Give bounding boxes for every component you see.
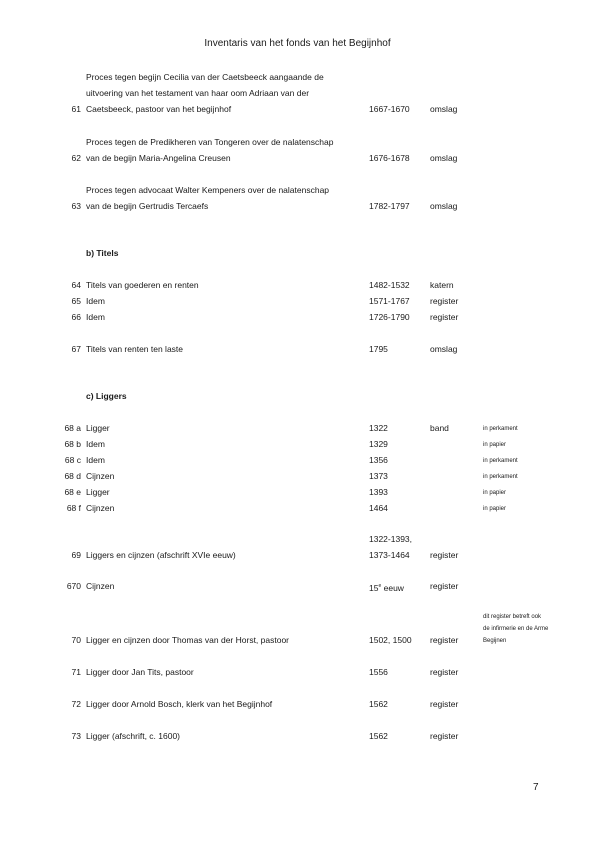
entry-title: Cijnzen — [86, 471, 115, 481]
entry-date: 1464 — [369, 503, 388, 513]
title-line: Proces tegen begijn Cecilia van der Caetsbeeck aangaande de — [86, 72, 324, 82]
entry-date: 1556 — [369, 667, 388, 677]
entry-number: 68 c — [64, 455, 81, 465]
entry-title: Cijnzen — [86, 503, 115, 513]
entry-form: omslag — [430, 153, 458, 163]
entry-form: register — [430, 699, 459, 709]
entry-title: Ligger (afschrift, c. 1600) — [86, 731, 181, 741]
entry-form: katern — [430, 280, 454, 290]
entry-form: omslag — [430, 201, 458, 211]
date-century: 15 — [369, 583, 379, 593]
entry-number: 73 — [71, 731, 81, 741]
entry-date: 1356 — [369, 455, 388, 465]
entry-form: register — [430, 667, 459, 677]
entry-date: 1795 — [369, 344, 388, 354]
entry-title: Ligger door Arnold Bosch, klerk van het Begijnhof — [86, 699, 273, 709]
date-superscript: e — [378, 583, 382, 589]
entry-title — [86, 72, 324, 120]
entry-date: 1667-1670 — [369, 104, 410, 114]
entry-form: omslag — [430, 104, 458, 114]
entry-number: 68 a — [64, 423, 81, 433]
title-line: Proces tegen advocaat Walter Kempeners over de nalatenschap — [86, 185, 330, 195]
entry-number: 61 — [71, 104, 81, 114]
entry-date: 1329 — [369, 439, 388, 449]
entry-title: Idem — [86, 296, 105, 306]
entry-note: in papier — [483, 490, 507, 496]
entry-title: Idem — [86, 455, 105, 465]
entry-date: 1482-1532 — [369, 280, 410, 290]
entry-title: Titels van goederen en renten — [86, 280, 199, 290]
entry-number: 72 — [71, 699, 81, 709]
entry-title: Cijnzen — [86, 581, 115, 591]
entry-number: 68 b — [64, 439, 81, 449]
entry-number: 68 e — [64, 487, 81, 497]
entry-form: register — [430, 581, 459, 591]
title-line: uitvoering van het testament van haar oom Adriaan van der — [86, 88, 310, 98]
entry-date: 1322 — [369, 423, 388, 433]
entry-title: Idem — [86, 312, 105, 322]
page-number: 7 — [533, 782, 539, 793]
entry-date: 1726-1790 — [369, 312, 410, 322]
title-line: van de begijn Maria-Angelina Creusen — [86, 153, 231, 163]
entry-title: Idem — [86, 439, 105, 449]
entry-date-line: 1322-1393, — [369, 534, 413, 544]
entry-date: 1562 — [369, 731, 388, 741]
entry-number: 68 f — [66, 503, 81, 513]
entry-form: band — [430, 423, 449, 433]
entry-title: Titels van renten ten laste — [86, 344, 184, 354]
entry-form: register — [430, 731, 459, 741]
entry-form: register — [430, 635, 459, 645]
entry-date: 1373 — [369, 471, 388, 481]
entry-date-line: 1373-1464 — [369, 550, 410, 560]
entry-date: 1676-1678 — [369, 153, 410, 163]
entry-number: 63 — [71, 201, 81, 211]
entry-note: in perkament — [483, 458, 518, 464]
date-suffix: eeuw — [381, 583, 404, 593]
entry-date: 1782-1797 — [369, 201, 410, 211]
entry-number: 62 — [71, 153, 81, 163]
entry-number: 70 — [71, 635, 81, 645]
entry-date: 1562 — [369, 699, 388, 709]
entry-number: 66 — [71, 312, 81, 322]
title-line: Proces tegen de Predikheren van Tongeren over de nalatenschap — [86, 137, 334, 147]
entry-title: Liggers en cijnzen (afschrift XVIe eeuw) — [86, 550, 236, 560]
entry-title — [86, 185, 329, 217]
title-line: van de begijn Gertrudis Tercaefs — [86, 201, 209, 211]
title-line: Caetsbeeck, pastoor van het begijnhof — [86, 104, 232, 114]
entry-number: 69 — [71, 550, 81, 560]
note-line: Begijnen — [483, 638, 507, 644]
entry-note: in perkament — [483, 474, 518, 480]
section-heading-titels: b) Titels — [86, 248, 119, 258]
entry-number: 64 — [71, 280, 81, 290]
entry-title: Ligger — [86, 423, 110, 433]
entry-date: 1571-1767 — [369, 296, 410, 306]
entry-form: register — [430, 296, 459, 306]
entry-70-note — [483, 612, 548, 648]
entry-date — [369, 581, 404, 593]
entry-title: Ligger — [86, 487, 110, 497]
entry-number: 65 — [71, 296, 81, 306]
entry-date: 1502, 1500 — [369, 635, 412, 645]
entry-note: in papier — [483, 506, 507, 512]
page-header: Inventaris van het fonds van het Begijnhof — [204, 38, 391, 49]
entry-number: 67 — [71, 344, 81, 354]
entry-number: 670 — [66, 581, 81, 591]
entry-note: in perkament — [483, 426, 518, 432]
entry-form: omslag — [430, 344, 458, 354]
entry-number: 71 — [71, 667, 81, 677]
entry-number: 68 d — [64, 471, 81, 481]
entry-date: 1393 — [369, 487, 388, 497]
entry-title — [86, 137, 333, 169]
entry-title: Ligger door Jan Tits, pastoor — [86, 667, 194, 677]
note-line: dit register betreft ook — [483, 614, 542, 620]
section-heading-liggers: c) Liggers — [86, 391, 127, 401]
entry-title: Ligger en cijnzen door Thomas van der Horst, pastoor — [86, 635, 290, 645]
note-line: de infirmerie en de Arme — [483, 626, 549, 632]
entry-form: register — [430, 312, 459, 322]
entry-form: register — [430, 550, 459, 560]
entry-note: in papier — [483, 442, 507, 448]
